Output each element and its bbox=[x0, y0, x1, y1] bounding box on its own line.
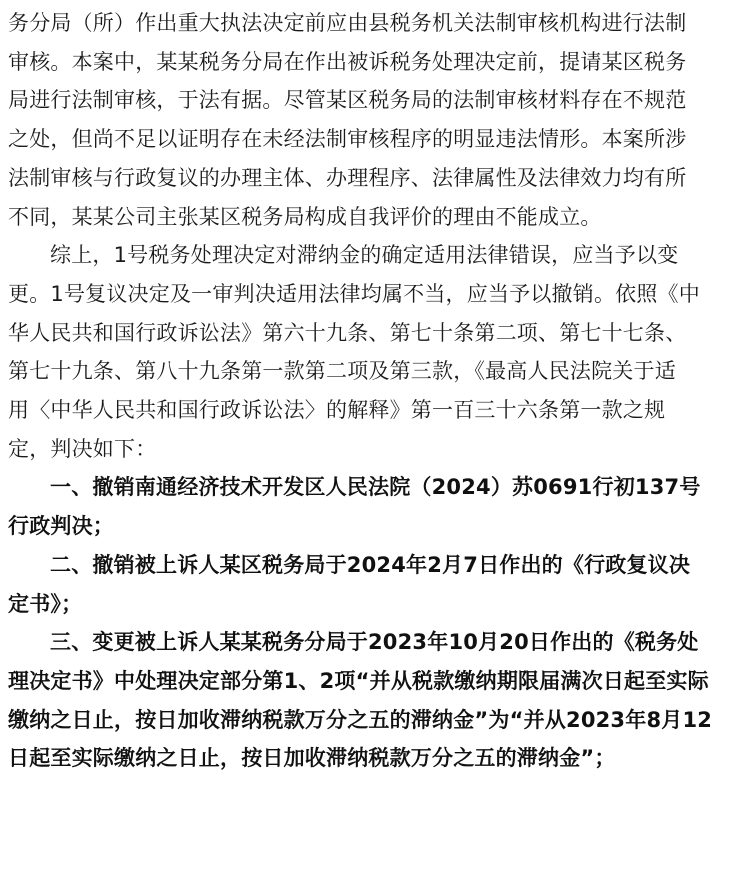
text-line: 二、撤销被上诉人某区税务局于2024年2月7日作出的《行政复议决 bbox=[50, 552, 691, 577]
text-line: 三、变更被上诉人某某税务分局于2023年10月20日作出的《税务处 bbox=[50, 630, 699, 655]
judgment-item-1 bbox=[8, 468, 752, 545]
text-line: 华人民共和国行政诉讼法》第六十九条、第七十条第二项、第七十七条、 bbox=[8, 320, 687, 345]
text-line: 用〈中华人民共和国行政诉讼法〉的解释》第一百三十六条第一款之规 bbox=[8, 398, 666, 423]
text-line: 审核。本案中，某某税务分局在作出被诉税务处理决定前，提请某区税务 bbox=[8, 49, 687, 74]
text-line: 行政判决； bbox=[8, 514, 114, 539]
text-line: 不同，某某公司主张某区税务局构成自我评价的理由不能成立。 bbox=[8, 204, 602, 229]
text-line: 局进行法制审核，于法有据。尽管某区税务局的法制审核材料存在不规范 bbox=[8, 88, 687, 113]
text-line: 缴纳之日止，按日加收滞纳税款万分之五的滞纳金”为“并从2023年8月12 bbox=[8, 707, 713, 732]
text-line: 务分局（所）作出重大执法决定前应由县税务机关法制审核机构进行法制 bbox=[8, 11, 687, 35]
text-line: 理决定书》中处理决定部分第1、2项“并从税款缴纳期限届满次日起至实际 bbox=[8, 668, 709, 693]
text-line: 日起至实际缴纳之日止，按日加收滞纳税款万分之五的滞纳金”； bbox=[8, 746, 616, 771]
text-line: 综上，1号税务处理决定对滞纳金的确定适用法律错误，应当予以变 bbox=[50, 243, 679, 268]
text-line: 更。1号复议决定及一审判决适用法律均属不当，应当予以撤销。依照《中 bbox=[8, 281, 700, 306]
judgment-item-3 bbox=[8, 623, 752, 778]
paragraph-legal-review bbox=[8, 4, 752, 236]
text-line: 定书》； bbox=[8, 591, 83, 616]
judgment-item-2 bbox=[8, 546, 752, 623]
text-line: 第七十九条、第八十九条第一款第二项及第三款，《最高人民法院关于适 bbox=[8, 359, 676, 384]
text-line: 一、撤销南通经济技术开发区人民法院（2024）苏0691行初137号 bbox=[50, 475, 701, 500]
text-line: 定，判决如下： bbox=[8, 436, 157, 461]
paragraph-conclusion bbox=[8, 236, 752, 468]
text-line: 之处，但尚不足以证明存在未经法制审核程序的明显违法情形。本案所涉 bbox=[8, 127, 687, 152]
text-line: 法制审核与行政复议的办理主体、办理程序、法律属性及法律效力均有所 bbox=[8, 165, 687, 190]
document-body bbox=[8, 4, 752, 778]
